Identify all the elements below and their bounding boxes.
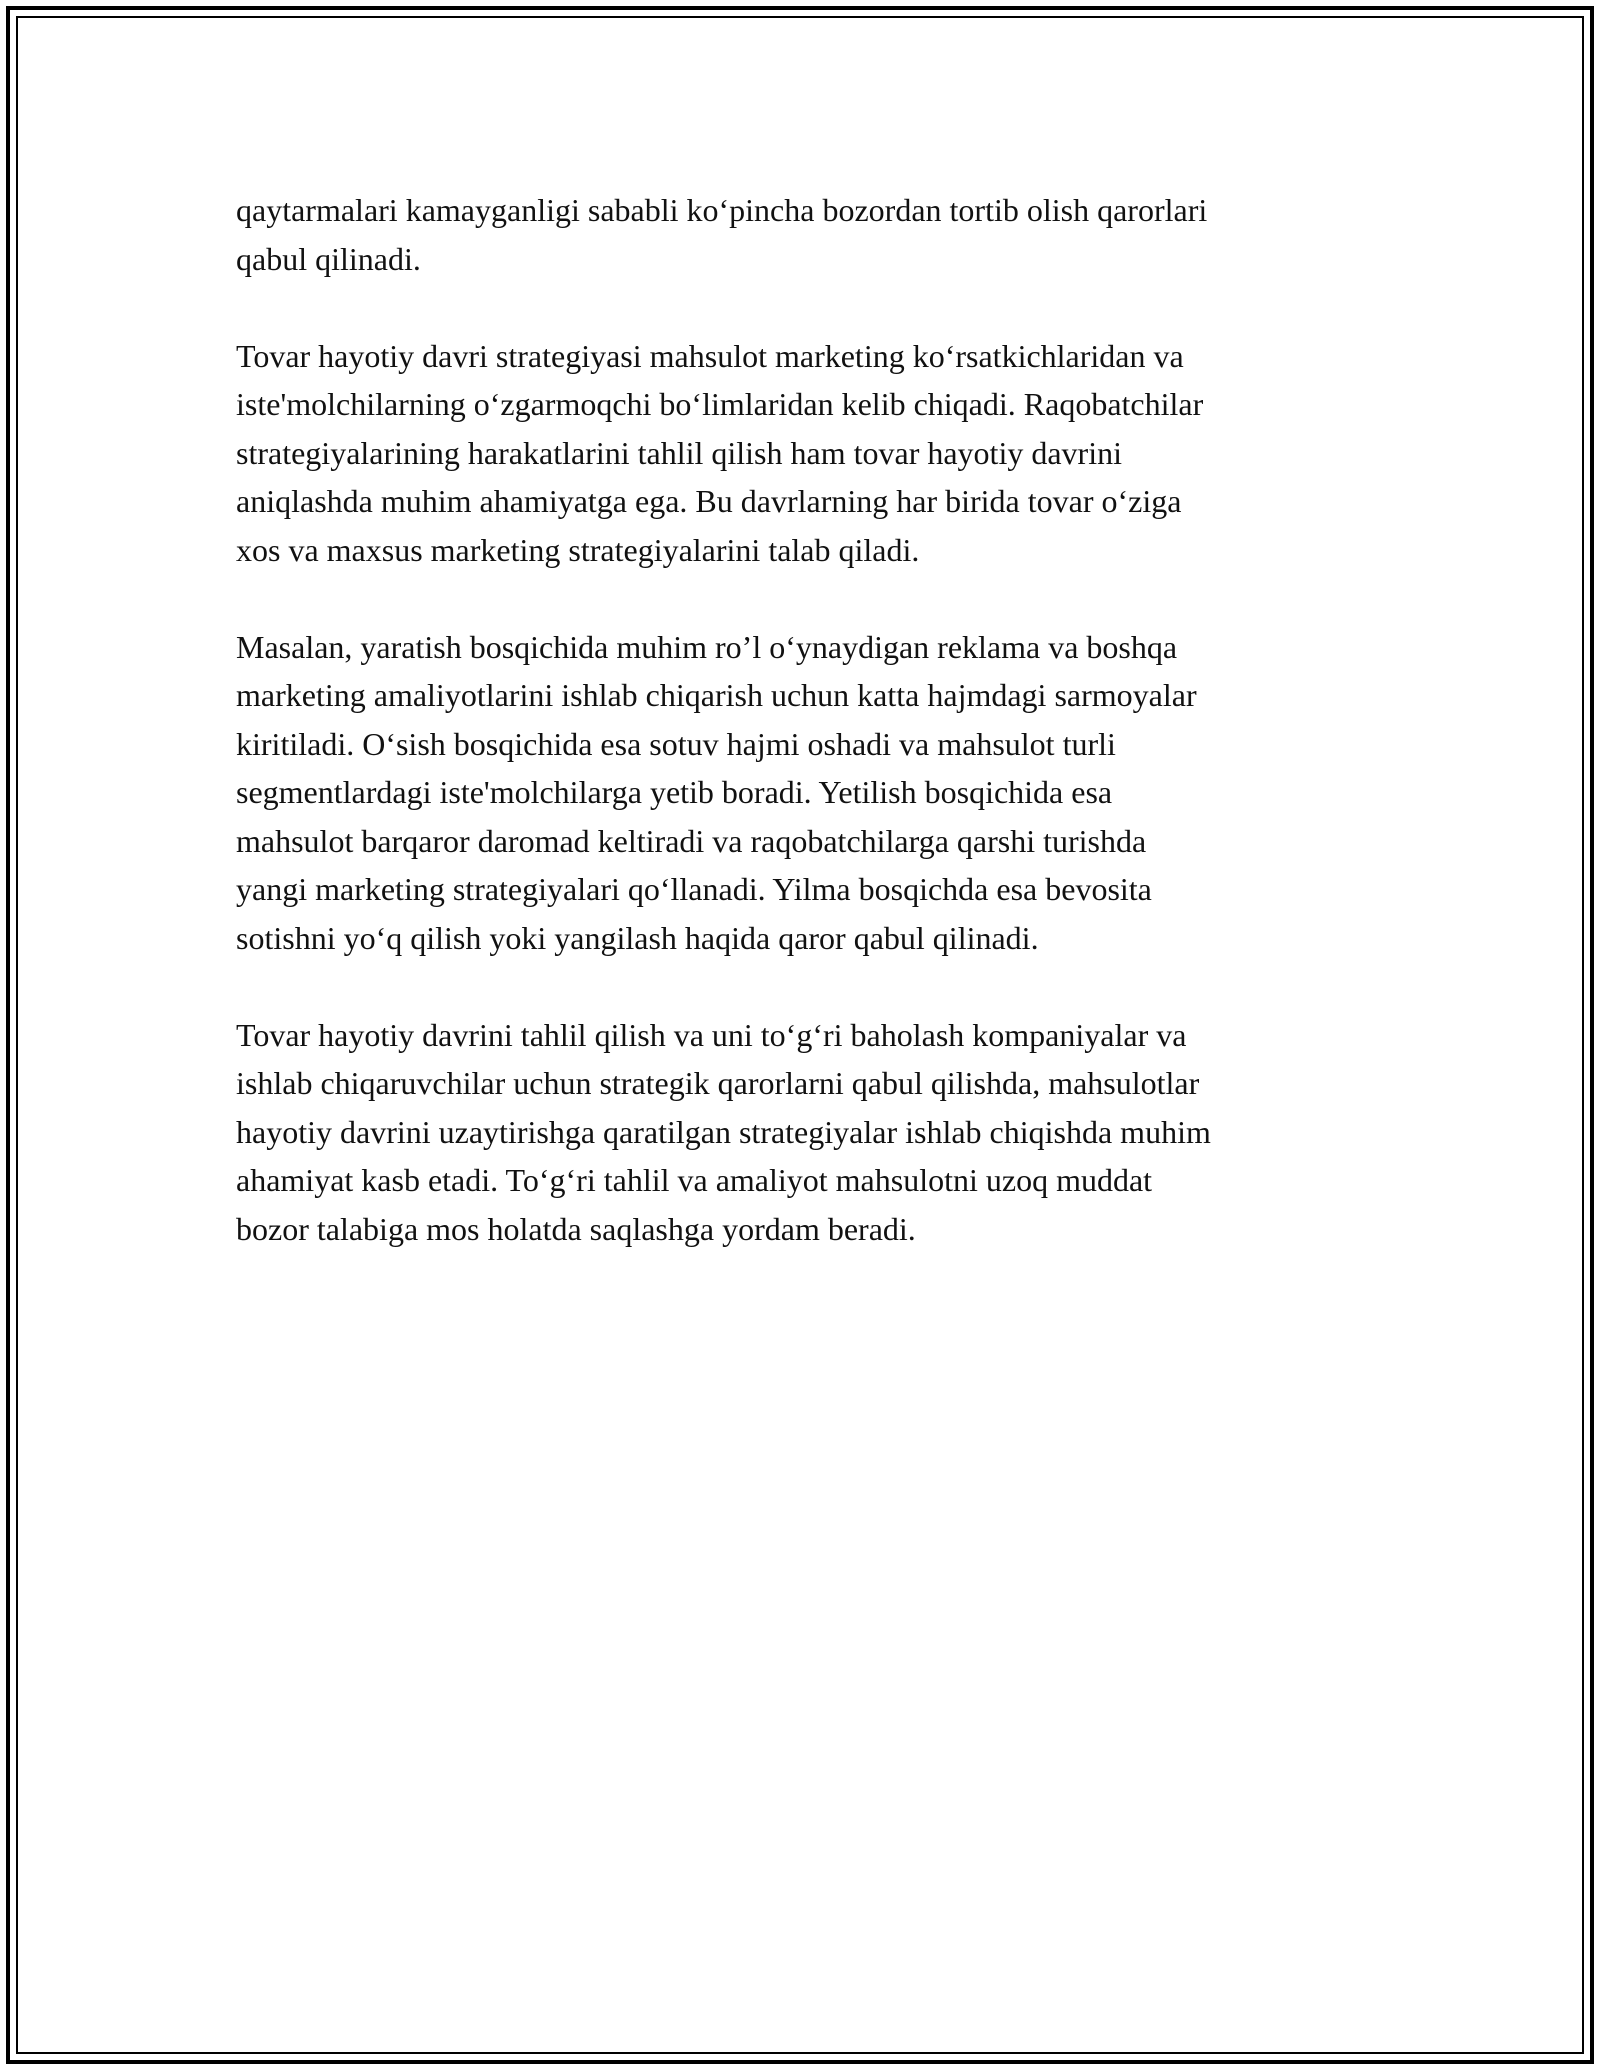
paragraph-line: Masalan, yaratish bosqichida muhim ro’l o‘ynaydigan reklama va boshqa <box>236 628 1178 665</box>
paragraph-1 <box>236 186 1376 283</box>
paragraph-line: qaytarmalari kamayganligi sababli ko‘pincha bozordan tortib olish qarorlari <box>236 192 1208 228</box>
paragraph-line: aniqlashda muhim ahamiyatga ega. Bu davrlarning har birida tovar o‘ziga <box>236 483 1182 519</box>
paragraph-line: ahamiyat kasb etadi. To‘g‘ri tahlil va amaliyot mahsulotni uzoq muddat <box>236 1162 1153 1198</box>
paragraph-line: segmentlardagi iste'molchilarga yetib boradi. Yetilish bosqichida esa <box>236 774 1113 810</box>
paragraph-line: iste'molchilarning o‘zgarmoqchi bo‘limlaridan kelib chiqadi. Raqobatchilar <box>236 386 1204 422</box>
paragraph-line: mahsulot barqaror daromad keltiradi va raqobatchilarga qarshi turishda <box>236 822 1147 859</box>
paragraph-line: xos va maxsus marketing strategiyalarini talab qiladi. <box>236 531 920 568</box>
paragraph-line: qabul qilinadi. <box>236 240 421 277</box>
paragraph-line: strategiyalarining harakatlarini tahlil qilish ham tovar hayotiy davrini <box>236 434 1122 471</box>
paragraph-line: ishlab chiqaruvchilar uchun strategik qarorlarni qabul qilishda, mahsulotlar <box>236 1065 1200 1101</box>
paragraph-line: kiritiladi. O‘sish bosqichida esa sotuv hajmi oshadi va mahsulot turli <box>236 725 1116 762</box>
document-body <box>236 186 1376 1302</box>
paragraph-line: bozor talabiga mos holatda saqlashga yordam beradi. <box>236 1210 916 1247</box>
paragraph-line: sotishni yo‘q qilish yoki yangilash haqida qaror qabul qilinadi. <box>236 919 1039 956</box>
paragraph-line: yangi marketing strategiyalari qo‘llanadi. Yilma bosqichda esa bevosita <box>236 871 1152 907</box>
paragraph-4 <box>236 1011 1376 1254</box>
paragraph-2 <box>236 332 1376 575</box>
paragraph-line: Tovar hayotiy davri strategiyasi mahsulot marketing ko‘rsatkichlaridan va <box>236 337 1184 374</box>
paragraph-line: Tovar hayotiy davrini tahlil qilish va uni to‘g‘ri baholash kompaniyalar va <box>236 1016 1187 1053</box>
paragraph-line: hayotiy davrini uzaytirishga qaratilgan strategiyalar ishlab chiqishda muhim <box>236 1113 1211 1150</box>
paragraph-line: marketing amaliyotlarini ishlab chiqarish uchun katta hajmdagi sarmoyalar <box>236 677 1197 713</box>
paragraph-3 <box>236 623 1376 963</box>
